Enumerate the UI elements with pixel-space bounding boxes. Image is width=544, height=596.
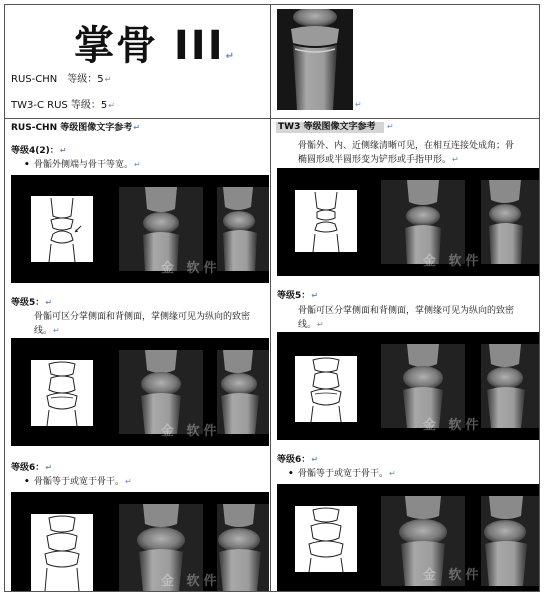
- rus-grade-5-sketch: [31, 360, 93, 426]
- watermark: 金 软件: [161, 261, 221, 276]
- tw3-grade-6-xray-2: [481, 496, 539, 586]
- tw3-grade-5-desc-cont: 线。↵: [298, 320, 324, 330]
- rus-grade-4-xray-2: [217, 187, 269, 271]
- tw3-grade-5-sketch: [295, 356, 357, 422]
- rus-grade-5-desc: • 骨骺可区分掌侧面和背侧面，掌侧缘可见为纵向的致密: [34, 311, 270, 323]
- tw3-reference-header: TW3 等级图像文字参考: [276, 122, 384, 133]
- tw3-grade-5-title: 等级5：↵: [277, 291, 318, 301]
- table-row-divider: [4, 118, 540, 119]
- tw3-grade-4-desc: • 骨骺外、内、近侧缘清晰可见，在相互连接处成角；骨: [298, 140, 538, 152]
- watermark: 金 软件: [423, 254, 483, 269]
- rus-grade-6-xray-2: [217, 504, 269, 591]
- paragraph-mark: ↵: [355, 100, 362, 109]
- tw3-grade-6-image-strip: [277, 484, 539, 591]
- tw3-grade-4-image-strip: [277, 168, 539, 276]
- rus-grade-4-sketch: [31, 196, 93, 262]
- paragraph-mark: ↵: [387, 122, 394, 131]
- watermark: 金 软件: [423, 568, 483, 583]
- rus-grade-5-image-strip: [11, 338, 269, 446]
- table-column-divider: [270, 4, 271, 592]
- rus-grade-5-xray-2: [217, 350, 269, 434]
- tw3-grade-6-desc: • 骨骺等于或宽于骨干。↵: [298, 468, 396, 480]
- rus-grade-4-desc: • 骨骺外侧端与骨干等宽。↵: [34, 159, 141, 171]
- tw3-grade-6-title: 等级6：↵: [277, 455, 318, 465]
- rus-chn-reference-header: RUS-CHN 等级图像文字参考↵: [11, 123, 140, 133]
- rus-grade-4-title: 等级4(2)：↵: [11, 146, 67, 156]
- rus-grade-6-title: 等级6：↵: [11, 463, 52, 473]
- bone-title: 掌骨 III↵: [74, 23, 236, 69]
- tw3-grade-4-xray-2: [481, 180, 539, 264]
- rus-chn-grade: RUS-CHN 等级：5↵: [11, 74, 112, 85]
- tw3-grade-6-sketch: [295, 506, 357, 572]
- tw3-grade-4-desc-cont: 椭圆形或半圆形变为铲形或手指甲形。↵: [298, 155, 459, 165]
- rus-grade-4-image-strip: [11, 175, 269, 283]
- watermark: 金 软件: [423, 418, 483, 433]
- rus-grade-5-desc-cont: 线。↵: [34, 326, 60, 336]
- watermark: 金 软件: [161, 574, 221, 589]
- rus-grade-5-title: 等级5：↵: [11, 298, 52, 308]
- tw3-grade-5-xray-2: [481, 344, 539, 428]
- main-xray-image: [277, 9, 353, 110]
- tw3-grade-5-image-strip: [277, 332, 539, 440]
- tw3-grade-5-desc: • 骨骺可区分掌侧面和背侧面，掌侧缘可见为纵向的致密: [298, 305, 538, 317]
- tw3-grade-4-sketch: [295, 190, 357, 252]
- rus-grade-6-image-strip: [11, 492, 269, 591]
- watermark: 金 软件: [161, 424, 221, 439]
- tw3-rus-grade: TW3-C RUS 等级：5↵: [11, 100, 115, 111]
- rus-grade-6-sketch: [31, 514, 93, 591]
- rus-grade-6-desc: • 骨骺等于或宽于骨干。↵: [34, 476, 132, 488]
